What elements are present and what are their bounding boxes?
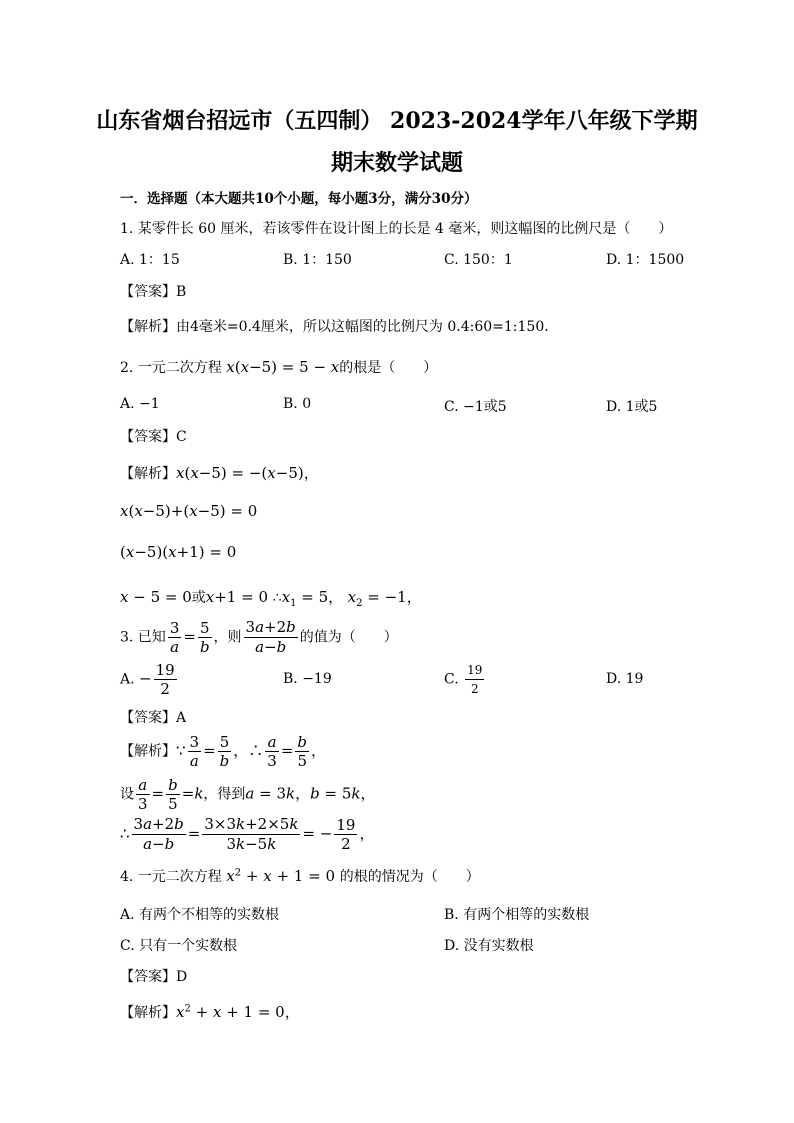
q3-option-c: C. $\frac{19}{2}$ [444, 663, 483, 696]
q3-option-b: B. −19 [283, 671, 332, 687]
q2-or-text: 或 [191, 590, 206, 606]
q2-analysis-step2: x(x−5)+(x−5) = 0 [120, 502, 258, 520]
q3-stem-pre: 3. 已知 [120, 629, 166, 646]
q1-option-d: D. 1：1500 [606, 252, 685, 268]
q2-option-c: C. −1或5 [444, 399, 507, 415]
q2-option-a: A. −1 [120, 396, 160, 412]
q2-stem-post: 的根是（ ） [339, 360, 438, 376]
q4-stem: 4. 一元二次方程 $x^2 + x + 1 = 0$ 的根的情况为（ ） [120, 867, 480, 885]
q1-option-b: B. 1：150 [283, 252, 352, 268]
q3-analysis-step3: ∴ $\frac{3a+2b}{a-b}$ = $\frac{3\times 3k+2\times 5k}{3k-5k}$ = − $\frac{19}{2}$ ， [120, 815, 375, 853]
q4-analysis-label: 【解析】 [120, 1005, 176, 1021]
q3-stem-mid: ，则 [213, 629, 242, 646]
q4-option-c: C. 只有一个实数根 [120, 938, 238, 954]
q2-analysis-step3: (x−5)(x+1) = 0 [120, 543, 237, 561]
q4-option-a: A. 有两个不相等的实数根 [120, 907, 280, 923]
q3-option-d: D. 19 [606, 671, 644, 687]
q2-option-d: D. 1或5 [606, 399, 658, 415]
q4-stem-post: 的根的情况为（ ） [339, 869, 480, 885]
q4-option-b: B. 有两个相等的实数根 [444, 907, 590, 923]
q4-analysis: 【解析】$x^2 + x + 1 = 0$， [120, 1003, 300, 1021]
q4-answer: 【答案】D [120, 969, 188, 985]
q2-analysis-step1: 【解析】x(x−5) = −(x−5)， [120, 464, 319, 482]
q2-therefore: ∴ [272, 590, 282, 606]
q3-analysis-step1: 【解析】∵ $\frac{3}{a}$ = $\frac{5}{b}$ ，∴ $\frac{a}{3}$ = $\frac{b}{5}$ ， [120, 733, 327, 770]
doc-title-line1: 山东省烟台招远市（五四制） 2023-2024学年八年级下学期 [96, 108, 698, 134]
q2-analysis-step4: x − 5 = 0或x+1 = 0 $\therefore x_1 = 5$， $x_2 = -1$， [120, 588, 422, 609]
q3-get-text: ，得到 [203, 786, 246, 803]
q4-stem-pre: 4. 一元二次方程 [120, 869, 227, 885]
q3-answer: 【答案】A [120, 710, 187, 726]
q2-answer: 【答案】C [120, 429, 187, 445]
q3-set-text: 设 [120, 786, 134, 803]
q2-stem-pre: 2. 一元二次方程 [120, 360, 227, 376]
q3-analysis-label: 【解析】 [120, 743, 176, 760]
q1-option-c: C. 150：1 [444, 252, 513, 268]
q3-analysis-step2: 设 $\frac{a}{3}$ = $\frac{b}{5}$ =k，得到a = 3k，b = 5k， [120, 776, 376, 813]
q1-stem: 1. 某零件长 60 厘米，若该零件在设计图上的长是 4 毫米，则这幅图的比例尺是（ ） [120, 221, 673, 237]
q1-analysis: 【解析】由4毫米=0.4厘米，所以这幅图的比例尺为 0.4:60=1:150． [120, 319, 559, 335]
q4-option-d: D. 没有实数根 [444, 938, 534, 954]
q2-stem: 2. 一元二次方程 x(x−5) = 5 − x的根是（ ） [120, 358, 438, 376]
q3-stem-post: 的值为（ ） [299, 629, 398, 646]
q3-stem: 3. 已知 $\frac{3}{a}$ = $\frac{5}{b}$ ，则 $\frac{3a+2b}{a-b}$ 的值为（ ） [120, 618, 398, 656]
q2-option-b: B. 0 [283, 396, 312, 412]
q2-analysis-label: 【解析】 [120, 466, 176, 482]
section-heading: 一．选择题（本大题共10个小题，每小题3分，满分30分） [120, 191, 478, 207]
doc-title-line2: 期末数学试题 [330, 150, 463, 176]
q2-equation: x [226, 358, 235, 376]
q1-option-a: A. 1：15 [120, 252, 180, 268]
q1-answer: 【答案】B [120, 284, 187, 300]
q3-option-a: A. − $\frac{19}{2}$ [120, 661, 175, 698]
